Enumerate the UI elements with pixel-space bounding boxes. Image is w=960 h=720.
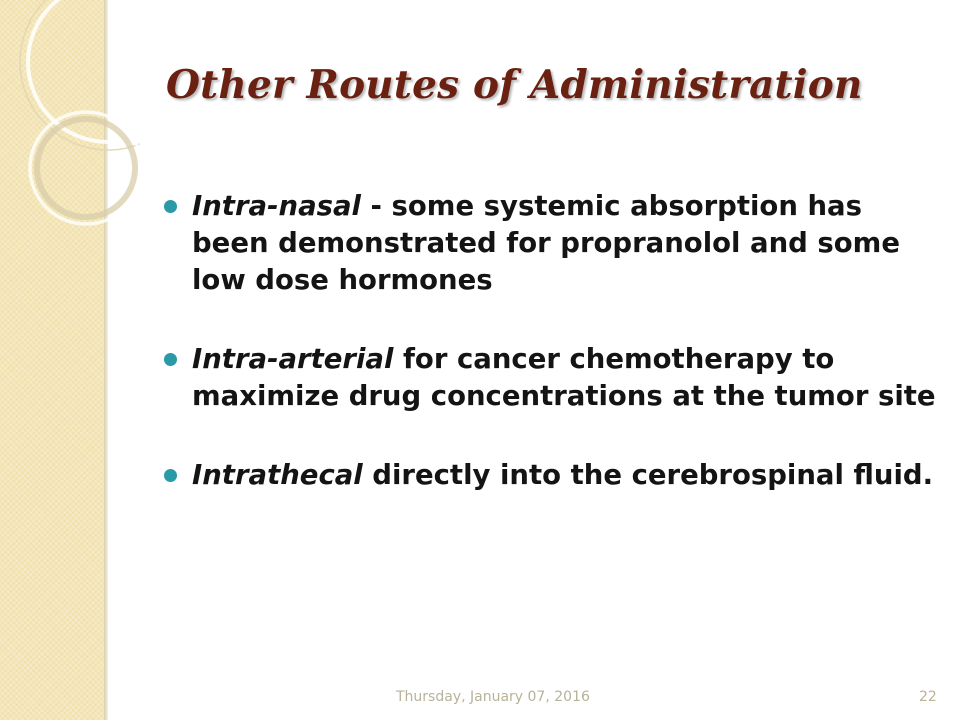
bullet-icon <box>164 353 177 366</box>
footer-page-number: 22 <box>919 689 937 705</box>
bullet-icon <box>164 469 177 482</box>
decorative-circles <box>0 0 140 260</box>
bullet-text: - some systemic absorption has been demonstrated for propranolol and some low dose hormones <box>192 190 900 296</box>
bullet-list <box>164 188 939 536</box>
bullet-item-intrathecal <box>164 457 939 494</box>
bullet-term: Intrathecal <box>192 459 363 491</box>
bullet-icon <box>164 200 177 213</box>
bullet-item-intra-nasal <box>164 188 939 299</box>
bullet-term: Intra-nasal <box>192 190 361 222</box>
footer-date: Thursday, January 07, 2016 <box>396 689 590 705</box>
slide-title: Other Routes of Administration <box>166 62 863 108</box>
bullet-text: for cancer chemotherapy to maximize drug concentrations at the tumor site <box>192 343 936 412</box>
bullet-term: Intra-arterial <box>192 343 394 375</box>
bullet-item-intra-arterial <box>164 341 939 415</box>
bullet-text: directly into the cerebrospinal fluid. <box>362 459 934 491</box>
